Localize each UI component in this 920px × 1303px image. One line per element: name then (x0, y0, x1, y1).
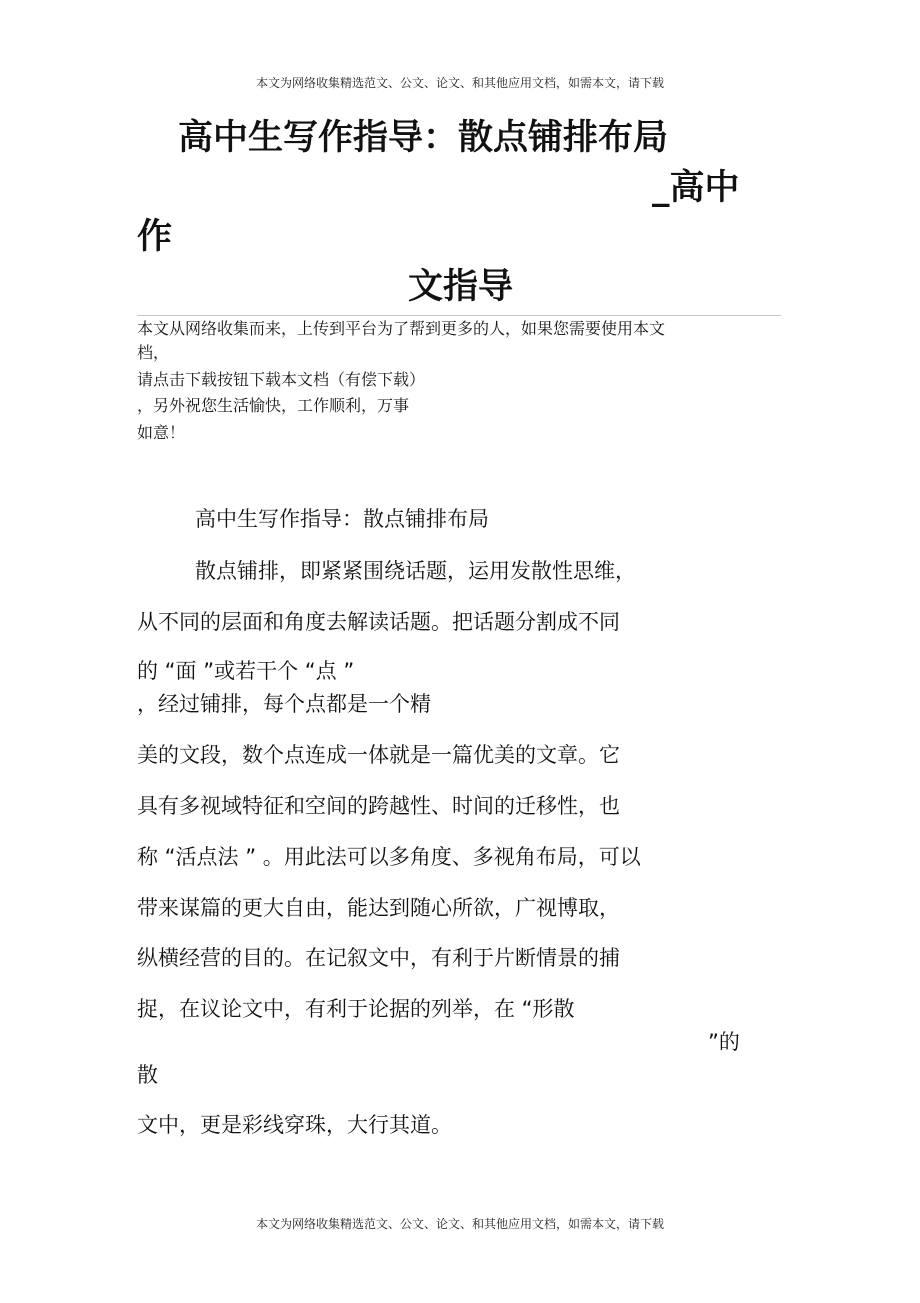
article-line: 纵横经营的目的。在记叙文中，有利于片断情景的捕 (137, 946, 620, 970)
intro-line-2: 档， (137, 343, 170, 362)
intro-line-5: 如意！ (137, 423, 186, 442)
intro-line-4: ，另外祝您生活愉快，工作顺利，万事 (137, 396, 410, 415)
article-line: 散 (137, 1063, 158, 1087)
page-title-line-1: 高中生写作指导：散点铺排布局 (178, 118, 669, 158)
footer-note: 本文为网络收集精选范文、公文、论文、和其他应用文档，如需本文，请下载 (255, 1217, 664, 1231)
article-line: 散点铺排，即紧紧围绕话题，运用发散性思维， (195, 559, 636, 583)
article-line: 的 “面 ”或若干个 “点 ” (137, 659, 355, 683)
intro-line-1: 本文从网络收集而来，上传到平台为了帮到更多的人，如果您需要使用本文 (137, 319, 666, 338)
article-line: 文中，更是彩线穿珠，大行其道。 (137, 1113, 452, 1137)
page-title-line-2: _高中 (652, 168, 740, 208)
article-line: ，经过铺排，每个点都是一个精 (137, 692, 431, 716)
article-line: 称 “活点法 ” 。用此法可以多角度、多视角布局，可以 (137, 845, 641, 869)
article-line: 带来谋篇的更大自由，能达到随心所欲，广视博取， (137, 896, 620, 920)
article-line: 美的文段，数个点连成一体就是一篇优美的文章。它 (137, 743, 620, 767)
header-note: 本文为网络收集精选范文、公文、论文、和其他应用文档，如需本文，请下载 (255, 76, 664, 90)
article-heading: 高中生写作指导：散点铺排布局 (195, 507, 489, 531)
article-line: 具有多视域特征和空间的跨越性、时间的迁移性，也 (137, 794, 620, 818)
page-title-line-4: 文指导 (408, 267, 514, 307)
page-title-line-3: 作 (137, 217, 173, 257)
article-line: 从不同的层面和角度去解读话题。把话题分割成不同 (137, 610, 620, 634)
article-line: ”的 (708, 1030, 740, 1054)
title-divider (137, 315, 781, 316)
article-line: 捉，在议论文中，有利于论据的列举，在 “形散 (137, 997, 575, 1021)
intro-line-3: 请点击下载按钮下载本文档（有偿下载） (137, 370, 426, 389)
